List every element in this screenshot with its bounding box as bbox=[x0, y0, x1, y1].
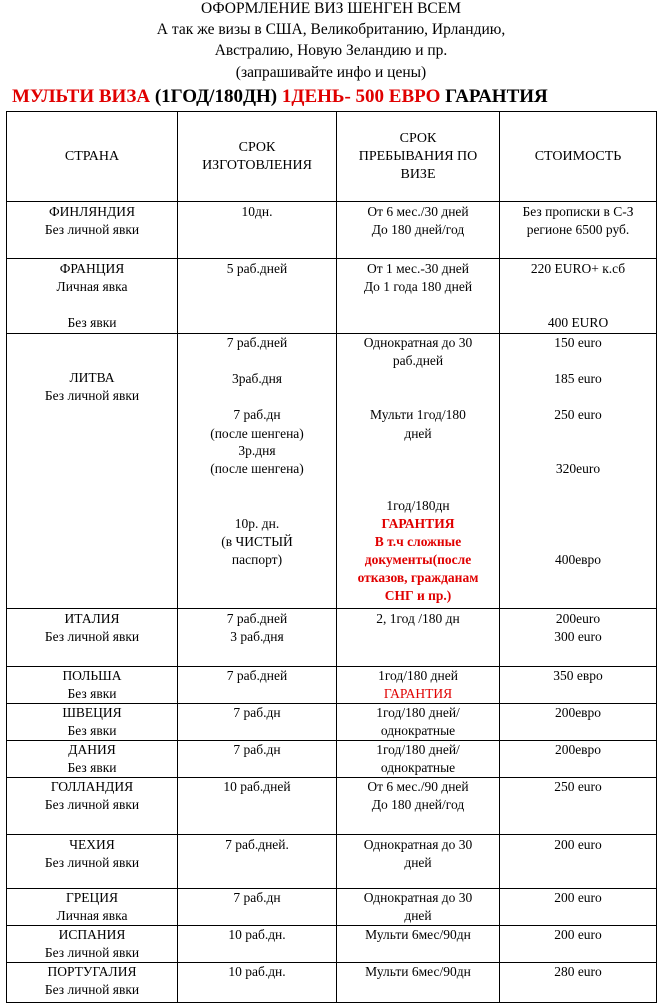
cost-cell bbox=[500, 704, 657, 741]
cell-text: СРОК bbox=[238, 139, 276, 155]
cell-text: 350 евро bbox=[553, 668, 603, 683]
cell-text: Мульти 6мес/90дн bbox=[365, 964, 471, 979]
cost-cell bbox=[500, 963, 657, 1003]
term-cell bbox=[178, 259, 337, 334]
term-cell bbox=[178, 202, 337, 259]
stay-cell bbox=[337, 963, 500, 1003]
cell-text: От 6 мес./30 дней bbox=[367, 204, 469, 219]
country-note: Личная явка bbox=[56, 908, 128, 923]
column-header-cost bbox=[500, 112, 657, 202]
stay-cell bbox=[337, 334, 500, 609]
visa-price-table bbox=[6, 111, 657, 1003]
country-cell-france bbox=[7, 259, 178, 334]
country-cell-sweden bbox=[7, 704, 178, 741]
column-header-country bbox=[7, 112, 178, 202]
cell-text: однократные bbox=[380, 760, 456, 775]
cell-text: раб.дней bbox=[392, 353, 444, 368]
country-cell-italy bbox=[7, 609, 178, 667]
cell-text: Однократная до 30 bbox=[363, 335, 473, 350]
cell-text: 185 euro bbox=[554, 371, 602, 386]
country-cell-greece bbox=[7, 889, 178, 926]
country-name: ГРЕЦИЯ bbox=[65, 890, 119, 905]
stay-cell bbox=[337, 704, 500, 741]
term-cell bbox=[178, 889, 337, 926]
cell-text: Однократная до 30 bbox=[363, 890, 473, 905]
country-cell-finland bbox=[7, 202, 178, 259]
cell-text: 7 раб.дн bbox=[233, 890, 281, 905]
cell-text: 10р. дн. bbox=[234, 516, 280, 531]
cell-text: 150 euro bbox=[554, 335, 602, 350]
country-name: ЛИТВА bbox=[69, 370, 115, 385]
country-name: ПОЛЬША bbox=[62, 668, 122, 683]
country-cell-portugal bbox=[7, 963, 178, 1003]
table-row bbox=[7, 667, 657, 704]
cell-text: СТРАНА bbox=[64, 148, 120, 164]
cell-text: 7 раб.дней bbox=[226, 668, 288, 683]
table-row bbox=[7, 778, 657, 835]
cost-cell bbox=[500, 835, 657, 889]
table-row bbox=[7, 259, 657, 334]
banner-multi-visa: МУЛЬТИ ВИЗА bbox=[12, 86, 151, 107]
country-note: Без явки bbox=[67, 315, 117, 330]
cell-text: До 180 дней/год bbox=[371, 222, 465, 237]
country-cell-lithuania bbox=[7, 334, 178, 609]
cell-text: СРОК bbox=[399, 130, 437, 146]
stay-cell bbox=[337, 259, 500, 334]
term-cell bbox=[178, 609, 337, 667]
cost-cell bbox=[500, 202, 657, 259]
cell-text: 7 раб.дн bbox=[233, 705, 281, 720]
stay-cell bbox=[337, 835, 500, 889]
country-name: ИТАЛИЯ bbox=[64, 611, 120, 626]
cost-cell bbox=[500, 667, 657, 704]
cell-text: До 1 года 180 дней bbox=[363, 279, 473, 294]
cell-text: От 1 мес.-30 дней bbox=[366, 261, 470, 276]
column-header-production-term bbox=[178, 112, 337, 202]
table-row bbox=[7, 926, 657, 963]
country-name: ГОЛЛАНДИЯ bbox=[50, 779, 134, 794]
cell-text: 200 euro bbox=[554, 890, 602, 905]
country-note: Без явки bbox=[67, 760, 117, 775]
stay-cell bbox=[337, 667, 500, 704]
cost-cell bbox=[500, 778, 657, 835]
term-cell bbox=[178, 926, 337, 963]
country-cell-netherlands bbox=[7, 778, 178, 835]
cell-text: 220 EURO+ к.сб bbox=[530, 261, 626, 276]
cell-text: ВИЗЕ bbox=[400, 166, 436, 182]
cell-text: однократные bbox=[380, 723, 456, 738]
country-note: Личная явка bbox=[56, 279, 128, 294]
cell-text: От 6 мес./90 дней bbox=[367, 779, 469, 794]
cell-text: 3раб.дня bbox=[231, 371, 283, 386]
cell-text: 400 EURO bbox=[547, 315, 609, 330]
country-name: ИСПАНИЯ bbox=[58, 927, 126, 942]
country-cell-denmark bbox=[7, 741, 178, 778]
cell-text: СТОИМОСТЬ bbox=[534, 148, 622, 164]
cost-cell bbox=[500, 259, 657, 334]
cell-text: Мульти 6мес/90дн bbox=[365, 927, 471, 942]
cell-text: 300 euro bbox=[554, 629, 602, 644]
country-note: Без личной явки bbox=[44, 629, 140, 644]
column-header-stay-term bbox=[337, 112, 500, 202]
term-cell bbox=[178, 667, 337, 704]
cell-text: 250 euro bbox=[554, 779, 602, 794]
cell-text: 200euro bbox=[555, 611, 601, 626]
header-line-4: (запрашивайте инфо и цены) bbox=[235, 64, 427, 81]
cell-text: 1год/180 дней/ bbox=[376, 705, 460, 720]
country-name: ДАНИЯ bbox=[68, 742, 116, 757]
cost-cell bbox=[500, 889, 657, 926]
term-cell bbox=[178, 835, 337, 889]
stay-cell bbox=[337, 741, 500, 778]
cell-text: дней bbox=[404, 908, 432, 923]
stay-cell bbox=[337, 202, 500, 259]
country-cell-poland bbox=[7, 667, 178, 704]
cell-text: Однократная до 30 bbox=[363, 837, 473, 852]
country-note: Без личной явки bbox=[44, 797, 140, 812]
cost-cell bbox=[500, 609, 657, 667]
cell-text: 7 раб.дней bbox=[226, 611, 288, 626]
multi-visa-banner bbox=[12, 86, 548, 108]
banner-term: (1ГОД/180ДН) bbox=[150, 86, 282, 107]
cell-text: паспорт) bbox=[231, 552, 283, 567]
guarantee-label: ГАРАНТИЯ bbox=[381, 516, 455, 531]
cell-text: документы(после bbox=[364, 552, 472, 567]
stay-cell bbox=[337, 926, 500, 963]
cell-text: 320euro bbox=[555, 461, 601, 476]
country-note: Без личной явки bbox=[44, 855, 140, 870]
country-note: Без личной явки bbox=[44, 982, 140, 997]
cell-text: ИЗГОТОВЛЕНИЯ bbox=[202, 157, 312, 173]
cell-text: 200евро bbox=[554, 705, 602, 720]
cost-cell bbox=[500, 741, 657, 778]
header-line-3: Австралию, Новую Зеландию и пр. bbox=[214, 42, 448, 59]
country-name: ШВЕЦИЯ bbox=[62, 705, 122, 720]
cost-cell bbox=[500, 334, 657, 609]
cell-text: 1год/180дн bbox=[386, 498, 450, 513]
cell-text: (после шенгена) bbox=[210, 426, 304, 441]
country-name: ЧЕХИЯ bbox=[69, 837, 115, 852]
table-row bbox=[7, 334, 657, 609]
cell-text: 3 раб.дня bbox=[230, 629, 284, 644]
stay-cell bbox=[337, 889, 500, 926]
cell-text: Мульти 1год/180 bbox=[370, 407, 466, 422]
cell-text: 1год/180 дней bbox=[378, 668, 458, 683]
country-cell-czech bbox=[7, 835, 178, 889]
header-title: ОФОРМЛЕНИЕ ВИЗ ШЕНГЕН ВСЕМ bbox=[200, 0, 462, 17]
cell-text: В т.ч сложные bbox=[374, 534, 462, 549]
cell-text: (в ЧИСТЫЙ bbox=[221, 534, 293, 549]
cell-text: регионе 6500 руб. bbox=[526, 222, 630, 237]
cell-text: 200евро bbox=[554, 742, 602, 757]
country-name: ПОРТУГАЛИЯ bbox=[47, 964, 137, 979]
country-cell-spain bbox=[7, 926, 178, 963]
cell-text: 2, 1год /180 дн bbox=[376, 611, 460, 626]
cell-text: Без прописки в С-З bbox=[522, 204, 634, 219]
cell-text: 280 euro bbox=[554, 964, 602, 979]
banner-guarantee: ГАРАНТИЯ bbox=[440, 86, 548, 107]
cell-text: 10 раб.дней bbox=[223, 779, 291, 794]
table-row bbox=[7, 835, 657, 889]
table-row bbox=[7, 963, 657, 1003]
country-note: Без личной явки bbox=[44, 222, 140, 237]
cost-cell bbox=[500, 926, 657, 963]
cell-text: ПРЕБЫВАНИЯ ПО bbox=[358, 148, 478, 164]
cell-text: отказов, гражданам bbox=[357, 570, 479, 585]
country-note: Без явки bbox=[67, 723, 117, 738]
stay-cell bbox=[337, 609, 500, 667]
cell-text: 1год/180 дней/ bbox=[376, 742, 460, 757]
country-name: ФИНЛЯНДИЯ bbox=[48, 204, 136, 219]
table-row bbox=[7, 889, 657, 926]
cell-text: 3р.дня bbox=[238, 443, 276, 458]
cell-text: 10 раб.дн. bbox=[228, 964, 286, 979]
stay-cell bbox=[337, 778, 500, 835]
country-note: Без личной явки bbox=[44, 945, 140, 960]
table-row bbox=[7, 704, 657, 741]
cell-text: (после шенгена) bbox=[210, 461, 304, 476]
cell-text: 10 раб.дн. bbox=[228, 927, 286, 942]
table-header-row bbox=[7, 112, 657, 202]
header-line-2: А так же визы в США, Великобританию, Ирландию, bbox=[156, 21, 506, 38]
cell-text: 7 раб.дней. bbox=[225, 837, 289, 852]
cell-text: 250 euro bbox=[554, 407, 602, 422]
banner-price: 1ДЕНЬ- 500 ЕВРО bbox=[281, 86, 441, 107]
term-cell bbox=[178, 963, 337, 1003]
table-row bbox=[7, 202, 657, 259]
term-cell bbox=[178, 778, 337, 835]
cell-text: 10дн. bbox=[241, 204, 273, 219]
cell-text: До 180 дней/год bbox=[371, 797, 465, 812]
term-cell bbox=[178, 334, 337, 609]
cell-text: 200 euro bbox=[554, 927, 602, 942]
table-row bbox=[7, 741, 657, 778]
cell-text: дней bbox=[404, 855, 432, 870]
cell-text: 5 раб.дней bbox=[226, 261, 288, 276]
table-row bbox=[7, 609, 657, 667]
country-name: ФРАНЦИЯ bbox=[59, 261, 125, 276]
cell-text: 7 раб.дн bbox=[233, 407, 281, 422]
cell-text: 400евро bbox=[554, 552, 602, 567]
country-note: Без явки bbox=[67, 686, 117, 701]
cell-text: 7 раб.дней bbox=[226, 335, 288, 350]
term-cell bbox=[178, 741, 337, 778]
cell-text: 200 euro bbox=[554, 837, 602, 852]
cell-text: СНГ и пр.) bbox=[384, 588, 452, 603]
country-note: Без личной явки bbox=[44, 388, 140, 403]
cell-text: дней bbox=[404, 426, 432, 441]
guarantee-label: ГАРАНТИЯ bbox=[383, 686, 453, 701]
term-cell bbox=[178, 704, 337, 741]
cell-text: 7 раб.дн bbox=[233, 742, 281, 757]
